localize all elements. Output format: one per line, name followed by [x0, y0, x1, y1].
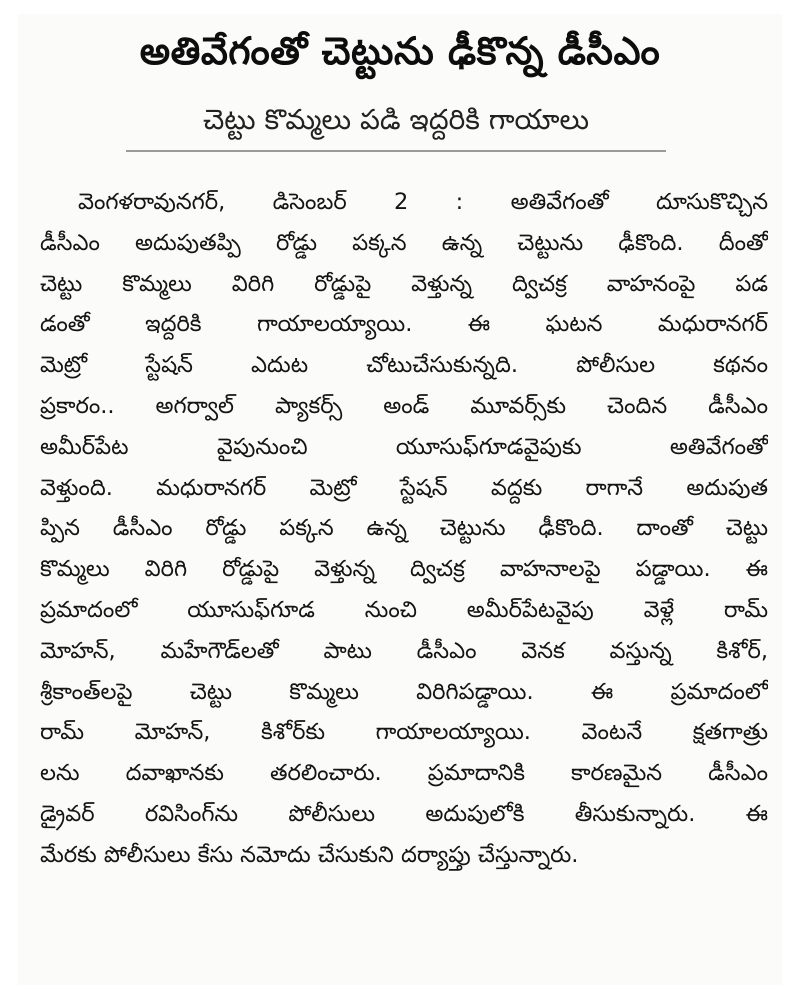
body-line: ప్రమాదంలో యూసుఫ్‌గూడ నుంచి అమీర్‌పేటవైపు వెళ్లే రామ్	[40, 596, 768, 623]
body-line: వెంగళరావునగర్, డిసెంబర్ 2 : అతివేగంతో దూసుకొచ్చిన	[78, 189, 768, 215]
body-line: డంతో ఇద్దరికి గాయాలయ్యాయి. ఈ ఘటన మధురానగర్	[40, 311, 768, 338]
subheadline: చెట్టు కొమ్మలు పడి ఇద్దరికి గాయాలు	[202, 103, 590, 136]
body-line: మోహన్, మహేగౌడ్‌లతో పాటు డీసీఎం వెనక వస్తున్న కిశోర్,	[40, 637, 768, 664]
body-line: అమీర్‌పేట వైపునుంచి యూసుఫ్‌గూడవైపుకు అతివేగంతో	[40, 433, 768, 460]
body-line: డ్రైవర్ రవిసింగ్‌ను పోలీసులు అదుపులోకి తీసుకున్నారు. ఈ	[40, 800, 768, 827]
body-line: లను దవాఖానకు తరలించారు. ప్రమాదానికి కారణమైన డీసీఎం	[40, 760, 768, 787]
subheadline-underline	[126, 150, 666, 152]
subheadline-block	[126, 96, 666, 156]
headline: అతివేగంతో చెట్టును ఢీకొన్న డీసీఎం	[139, 29, 661, 73]
body-line: శ్రీకాంత్‌లపై చెట్టు కొమ్మలు విరిగిపడ్డాయి. ఈ ప్రమాదంలో	[40, 678, 768, 705]
body-line: మెట్రో స్టేషన్ ఎదుట చోటుచేసుకున్నది. పోలీసుల కథనం	[40, 352, 768, 379]
article-body	[40, 182, 768, 876]
body-line: చెట్టు కొమ్మలు విరిగి రోడ్డుపై వెళ్తున్న ద్విచక్ర వాహనంపై పడ	[40, 270, 768, 297]
body-line: కొమ్మలు విరిగి రోడ్డుపై వెళ్తున్న ద్విచక్ర వాహనాలపై పడ్డాయి. ఈ	[40, 556, 768, 583]
body-line: డీసీఎం అదుపుతప్పి రోడ్డు పక్కన ఉన్న చెట్టును ఢీకొంది. దీంతో	[40, 229, 768, 256]
body-line: ప్రకారం.. అగర్వాల్ ప్యాకర్స్ అండ్ మూవర్స్‌కు చెందిన డీసీఎం	[40, 392, 768, 419]
body-line: ప్పిన డీసీఎం రోడ్డు పక్కన ఉన్న చెట్టును ఢీకొంది. దాంతో చెట్టు	[40, 515, 768, 542]
body-line: మేరకు పోలీసులు కేసు నమోదు చేసుకుని దర్యాప్తు చేస్తున్నారు.	[40, 841, 579, 868]
body-line: రామ్ మోహన్, కిశోర్‌కు గాయాలయ్యాయి. వెంటనే క్షతగాత్రు	[40, 719, 768, 746]
body-line: వెళ్తుంది. మధురానగర్ మెట్రో స్టేషన్ వద్దకు రాగానే అదుపుత	[40, 474, 768, 501]
newspaper-clipping	[18, 14, 782, 985]
